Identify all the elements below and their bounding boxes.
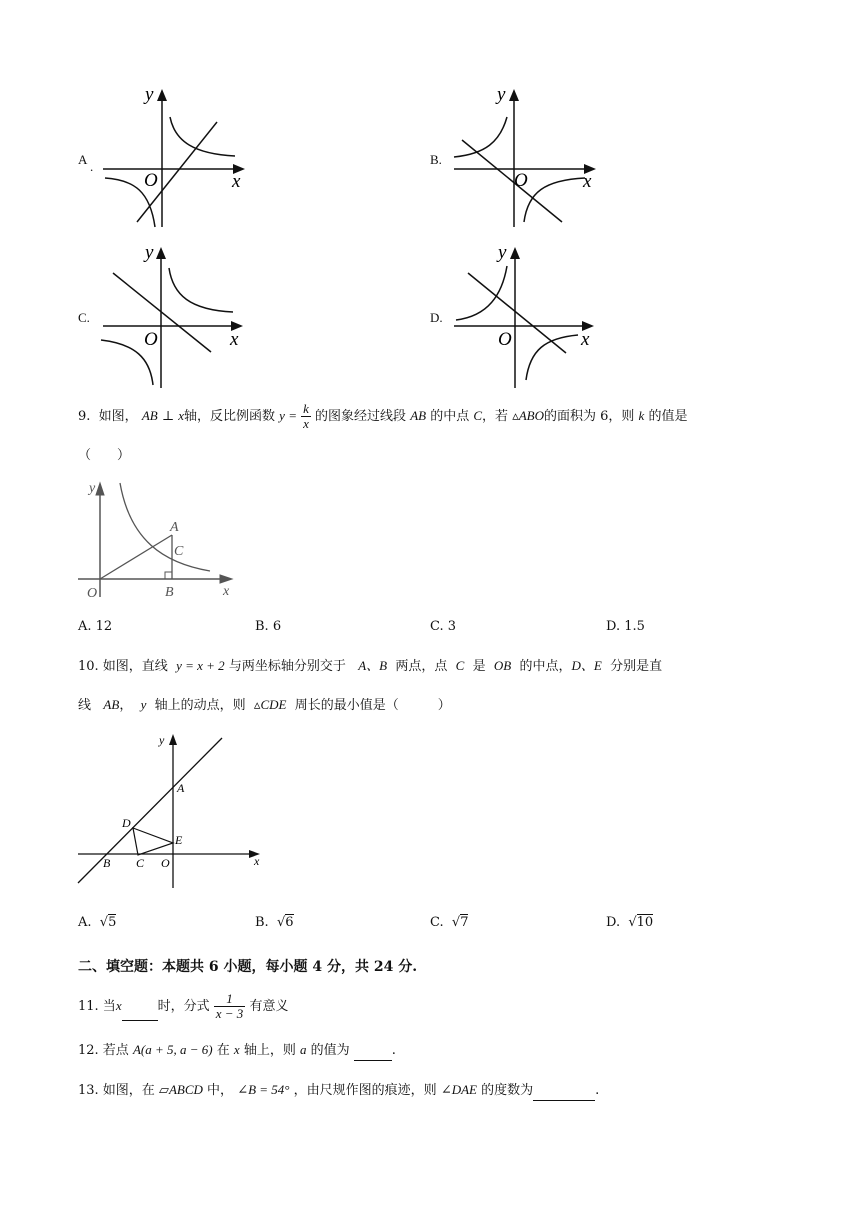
question-11: 11. 当x 时，分式 $\frac{1}{x - 3}$ 有意义: [78, 991, 289, 1021]
origin-label: O: [144, 329, 158, 350]
option-c-label: C.: [78, 310, 90, 325]
fraction-k-over-x: $\frac{k}{x}$: [303, 401, 309, 431]
option-d-label: D.: [430, 310, 443, 325]
fig9-c-label: C: [174, 544, 184, 559]
axis-x-label: x: [232, 171, 241, 192]
option-a-dot: .: [90, 159, 94, 174]
fig10-a-label: A: [177, 781, 185, 795]
fig9-b-label: B: [165, 585, 174, 600]
graph-c: [95, 240, 255, 390]
graph-d: [450, 240, 610, 390]
axis-x-label: x: [581, 329, 590, 350]
fig9-o-label: O: [87, 586, 98, 600]
q9-option-a[interactable]: A. 12: [78, 619, 113, 634]
question-9-text: 9. 如图， AB ⊥ x轴，反比例函数 y = $\frac{k}{x}$ 的图象经过线段 AB 的中点 C，若 ▵ABO的面积为 6，则 k 的值是: [78, 401, 688, 431]
q10-option-b[interactable]: B. √6: [255, 915, 294, 930]
q9-option-c[interactable]: C. 3: [430, 619, 457, 634]
fig10-o-label: O: [161, 856, 170, 870]
fig9-a-label: A: [170, 520, 179, 535]
origin-label: O: [144, 170, 158, 191]
fig10-d-label: D: [122, 816, 131, 830]
axis-x-label: x: [230, 329, 239, 350]
fig9-y-label: y: [89, 481, 96, 496]
question-13: 13. 如图，在 ▱ABCD 中， ∠B = 54° ，由尺规作图的痕迹，则 ∠DAE 的度数为 .: [78, 1080, 599, 1101]
axis-y-label: y: [498, 242, 507, 263]
q10-option-c[interactable]: C. √7: [430, 915, 469, 930]
q9-option-d[interactable]: D. 1.5: [606, 619, 645, 634]
q9-option-b[interactable]: B. 6: [255, 619, 282, 634]
graph-a: [95, 82, 255, 232]
question-12: 12. 若点 A(a + 5, a − 6) 在 x 轴上，则 a 的值为 .: [78, 1040, 396, 1061]
graph-b: [450, 82, 610, 232]
option-b-label: B.: [430, 152, 442, 167]
axis-y-label: y: [145, 84, 154, 105]
q11-blank[interactable]: [122, 1020, 158, 1021]
axis-x-label: x: [583, 171, 592, 192]
axis-y-label: y: [145, 242, 154, 263]
fraction-1-over-x-3: $\frac{1}{x - 3}$: [215, 991, 244, 1021]
fig10-y-label: y: [159, 733, 165, 747]
origin-label: O: [514, 170, 528, 191]
q12-blank[interactable]: [354, 1060, 392, 1061]
q10-option-a[interactable]: A. √5: [78, 915, 117, 930]
question-9-figure: [78, 475, 238, 600]
fig10-x-label: x: [254, 854, 260, 868]
axis-y-label: y: [497, 84, 506, 105]
origin-label: O: [498, 329, 512, 350]
question-10-figure: [76, 730, 266, 890]
question-10-line2: 线 AB， y 轴上的动点，则 ▵CDE 周长的最小值是（ ）: [78, 697, 451, 713]
fig9-x-label: x: [223, 584, 230, 599]
option-a-label: A: [78, 152, 88, 167]
section-2-heading: 二、填空题：本题共 6 小题，每小题 4 分，共 24 分.: [78, 959, 418, 975]
question-10-line1: 10. 如图，直线 y = x + 2 与两坐标轴分别交于 A、B 两点，点 C 是 OB 的中点，D、E 分别是直: [78, 658, 663, 674]
fig10-e-label: E: [175, 833, 183, 847]
fig10-b-label: B: [103, 856, 111, 870]
question-9-paren: （ ）: [78, 448, 131, 463]
q13-blank[interactable]: [533, 1100, 595, 1101]
fig10-c-label: C: [136, 856, 145, 870]
q10-option-d[interactable]: D. √10: [606, 915, 654, 930]
